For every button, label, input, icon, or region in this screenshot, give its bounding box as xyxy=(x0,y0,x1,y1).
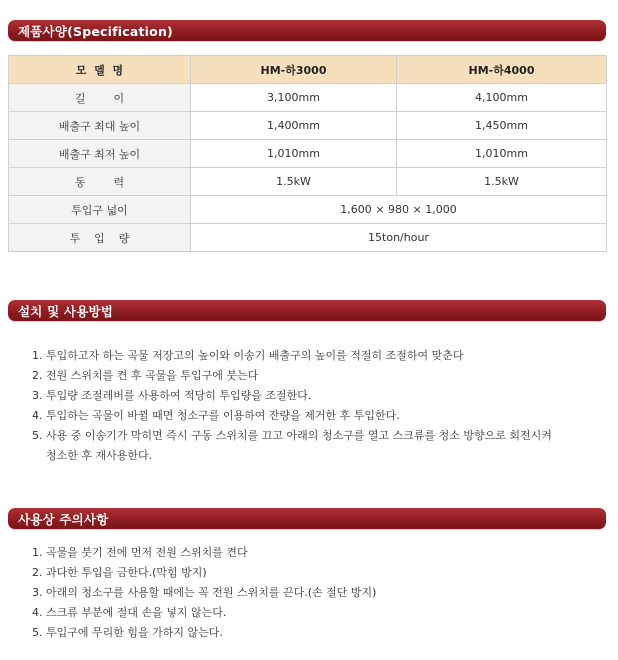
row-label: 동 력 xyxy=(9,168,191,196)
list-item: 4. 스크류 부분에 절대 손을 넣지 않는다. xyxy=(32,606,227,619)
list-item: 3. 투입량 조절레버를 사용하여 적당히 투입량을 조절한다. xyxy=(32,389,312,402)
table-row xyxy=(9,112,607,140)
table-row xyxy=(9,140,607,168)
list-item: 3. 아래의 청소구를 사용할 때에는 꼭 전원 스위치를 끈다.(손 절단 방지) xyxy=(32,586,377,599)
list-item: 1. 투입하고자 하는 곡물 저장고의 높이와 이송기 배출구의 높이를 적절히 조절하여 맞춘다 xyxy=(32,349,464,362)
list-item xyxy=(32,426,552,466)
caution-section-header xyxy=(8,508,606,529)
cell-value: 1,010mm xyxy=(191,140,397,168)
cell-value: 1,450mm xyxy=(397,112,607,140)
row-label: 배출구 최대 높이 xyxy=(9,112,191,140)
cell-value: 1.5kW xyxy=(397,168,607,196)
install-section-title: 설치 및 사용방법 xyxy=(18,304,114,319)
row-label: 길 이 xyxy=(9,84,191,112)
install-steps-list xyxy=(32,346,552,466)
cell-value-merged: 1,600 × 980 × 1,000 xyxy=(191,196,607,224)
caution-list xyxy=(32,543,376,643)
cell-value: 3,100mm xyxy=(191,84,397,112)
row-label: 투 입 량 xyxy=(9,224,191,252)
table-row xyxy=(9,196,607,224)
table-row xyxy=(9,84,607,112)
cell-value: 1,010mm xyxy=(397,140,607,168)
caution-section-title: 사용상 주의사항 xyxy=(18,512,109,527)
cell-value: 4,100mm xyxy=(397,84,607,112)
spec-header-row xyxy=(9,56,607,84)
model-name-header: 모 델 명 xyxy=(9,56,191,84)
install-section-header xyxy=(8,300,606,321)
cell-value: 1,400mm xyxy=(191,112,397,140)
spec-table xyxy=(8,55,607,252)
list-item-text: 5. 사용 중 이송기가 막히면 즉시 구동 스위치를 끄고 아래의 청소구를 열고 스크류를 청소 방향으로 회전시켜 xyxy=(32,429,552,442)
list-item: 4. 투입하는 곡물이 바뀔 때면 청소구를 이용하여 잔량을 제거한 후 투입한다. xyxy=(32,409,400,422)
list-item: 5. 투입구에 무리한 힘을 가하지 않는다. xyxy=(32,626,223,639)
row-label: 투입구 넓이 xyxy=(9,196,191,224)
spec-section-header xyxy=(8,20,606,41)
cell-value-merged: 15ton/hour xyxy=(191,224,607,252)
table-row xyxy=(9,224,607,252)
row-label: 배출구 최저 높이 xyxy=(9,140,191,168)
cell-value: 1.5kW xyxy=(191,168,397,196)
model-4000-header: HM-하4000 xyxy=(397,56,607,84)
list-item: 1. 곡물을 붓기 전에 먼저 전원 스위치를 켠다 xyxy=(32,546,248,559)
table-row xyxy=(9,168,607,196)
model-3000-header: HM-하3000 xyxy=(191,56,397,84)
list-item-continuation: 청소한 후 재사용한다. xyxy=(46,449,153,462)
spec-section-title: 제품사양(Specification) xyxy=(18,24,173,39)
list-item: 2. 전원 스위치를 켠 후 곡물을 투입구에 붓는다 xyxy=(32,369,259,382)
list-item: 2. 과다한 투입을 금한다.(막힘 방지) xyxy=(32,566,207,579)
